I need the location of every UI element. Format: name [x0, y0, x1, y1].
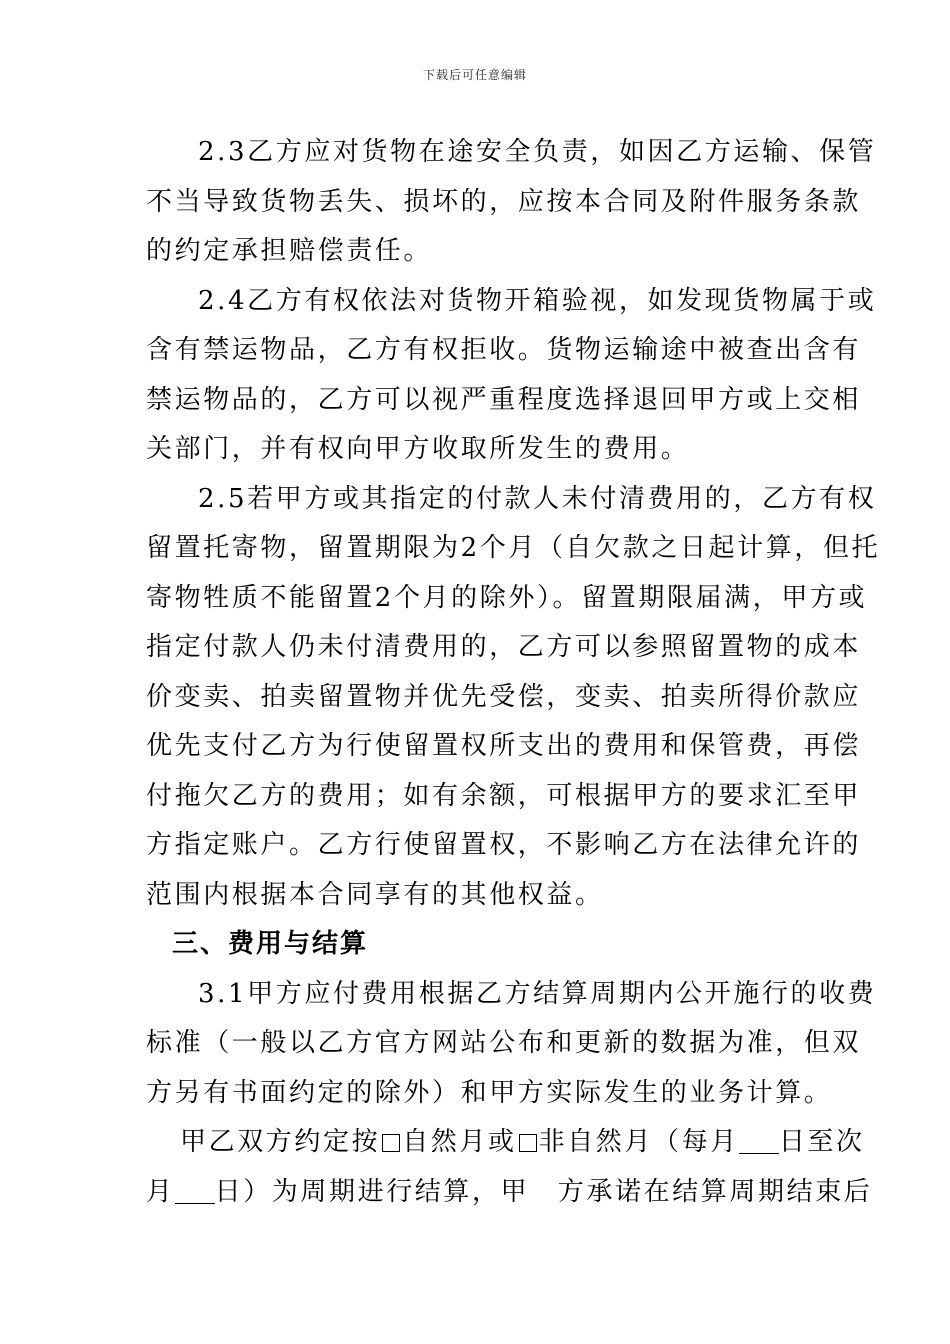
text-line: [146, 1168, 873, 1218]
natural-month-checkbox[interactable]: [382, 1134, 400, 1152]
text-line: 优先支付乙方为行使留置权所支出的费用和保管费，再偿: [146, 731, 862, 761]
settlement-text: 月: [146, 1176, 175, 1207]
text-line: 范围内根据本合同享有的其他权益。: [146, 879, 604, 910]
text-line: 关部门，并有权向甲方收取所发生的费用。: [146, 434, 690, 464]
text-line: 2.5若甲方或其指定的付款人未付清费用的，乙方有权: [198, 483, 877, 514]
text-line: 2.3乙方应对货物在途安全负责，如因乙方运输、保管: [198, 137, 877, 167]
text-line: [146, 1118, 865, 1168]
settlement-option-natural: 自然月或: [402, 1127, 517, 1157]
clause-3-1: [146, 970, 877, 1119]
settlement-text: 日至次: [778, 1127, 865, 1157]
section-heading: 三、费用与结算: [172, 929, 369, 959]
text-line: 禁运物品的，乙方可以视严重程度选择退回甲方或上交相: [146, 384, 862, 415]
text-line: 含有禁运物品，乙方有权拒收。货物运输途中被查出含有: [146, 335, 862, 365]
text-line: 指定付款人仍未付清费用的，乙方可以参照留置物的成本: [146, 632, 862, 662]
settlement-clause: [146, 1118, 873, 1217]
text-line: 方指定账户。乙方行使留置权，不影响乙方在法律允许的: [146, 830, 862, 860]
text-line: 留置托寄物，留置期限为2个月（自欠款之日起计算，但托: [146, 533, 881, 563]
text-line: 3.1甲方应付费用根据乙方结算周期内公开施行的收费: [198, 978, 877, 1009]
settlement-option-non-natural: 非自然月（每月: [538, 1127, 739, 1157]
non-natural-month-checkbox[interactable]: [519, 1134, 537, 1152]
clause-2-4: [146, 277, 877, 475]
text-line: 价变卖、拍卖留置物并优先受偿，变卖、拍卖所得价款应: [146, 681, 862, 712]
text-line: 标准（一般以乙方官方网站公布和更新的数据为准，但双: [146, 1028, 862, 1058]
text-line: 方另有书面约定的除外）和甲方实际发生的业务计算。: [146, 1077, 833, 1108]
text-line: 2.4乙方有权依法对货物开箱验视，如发现货物属于或: [198, 285, 877, 316]
settlement-text: 甲乙双方约定按: [180, 1127, 381, 1157]
start-day-blank[interactable]: [739, 1131, 779, 1154]
text-line: 寄物牲质不能留置2个月的除外）。留置期限届满，甲方或: [146, 582, 868, 613]
header-note: 下载后可任意编辑: [422, 68, 527, 82]
text-line: 不当导致货物丢失、损坏的，应按本合同及附件服务条款: [146, 186, 862, 217]
document-body: [146, 128, 881, 1217]
end-day-blank[interactable]: [175, 1181, 215, 1204]
clause-2-3: [146, 128, 877, 277]
text-line: 的约定承担赔偿责任。: [146, 236, 433, 266]
clause-2-5: [146, 475, 881, 921]
settlement-text: 日）为周期进行结算，甲 方承诺在结算周期结束后: [214, 1176, 873, 1207]
text-line: 付拖欠乙方的费用；如有余额，可根据甲方的要求汇至甲: [146, 780, 862, 811]
